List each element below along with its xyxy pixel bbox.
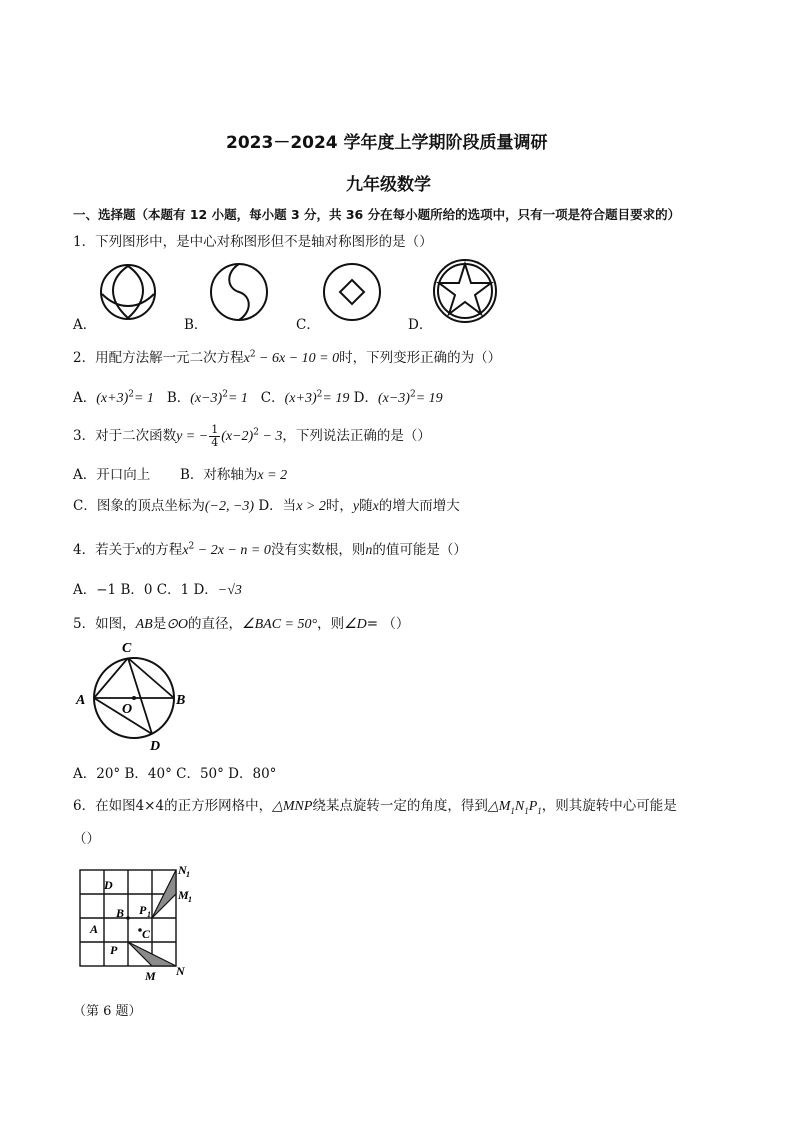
q5-options: A．20° B．40° C．50° D．80° — [73, 766, 277, 782]
q1-option-c: C． — [296, 317, 320, 333]
question-6-stem: 6．在如图4×4的正方形网格中，△MNP绕某点旋转一定的角度，得到$\triangle M_1N_1P_1$，则其旋转中心可能是 — [73, 798, 677, 816]
q3-options-cd: C．图象的顶点坐标为(−2, −3) D．当x > 2时，y随x的增大而增大 — [73, 498, 460, 514]
question-3-stem: 3．对于二次函数y = − $\frac{1}{4}$ $(x-2)^2 - 3$，下列说法正确的是（） — [73, 423, 431, 449]
q5-circle-figure — [70, 636, 200, 758]
exam-title: 2023－2024 学年度上学期阶段质量调研 — [226, 133, 548, 153]
q1-figures — [0, 0, 794, 340]
question-2-stem: 2．用配方法解一元二次方程$x^2 - 6x - 10 = 0$时，下列变形正确的为（） — [73, 349, 502, 366]
exam-subtitle: 九年级数学 — [346, 175, 431, 195]
svg-text:D: D — [104, 878, 113, 892]
q1-figure-c-icon — [324, 264, 380, 320]
svg-text:C: C — [142, 927, 151, 941]
question-5-stem: 5．如图，AB是⊙O的直径，∠BAC = 50°，则∠D= （） — [73, 616, 410, 632]
svg-text:B: B — [116, 906, 125, 920]
svg-text:N: N — [176, 964, 185, 978]
question-4-stem: 4．若关于x的方程$x^2 - 2x - n = 0$没有实数根，则n的值可能是（） — [73, 541, 467, 558]
q1-option-a: A． — [73, 317, 97, 333]
label-d: D — [150, 739, 161, 754]
question-1-stem: 1．下列图形中，是中心对称图形但不是轴对称图形的是（） — [73, 234, 433, 250]
svg-text:1: 1 — [188, 895, 192, 904]
q3-option-a: A．开口向上 — [73, 467, 151, 483]
svg-text:M: M — [178, 888, 189, 902]
q1-figure-d-icon — [434, 260, 496, 322]
label-b: B — [176, 693, 186, 708]
question-6-stem-line2: （） — [73, 831, 100, 847]
point-b — [126, 916, 130, 920]
q6-grid-figure — [70, 858, 200, 988]
q4-options: A．−1 B．0 C．1 D．−√3 — [73, 582, 242, 598]
label-a: A — [76, 693, 86, 708]
svg-text:N: N — [178, 863, 187, 877]
svg-text:P: P — [139, 903, 147, 917]
q1-option-b: B． — [184, 317, 208, 333]
label-o: O — [122, 702, 133, 717]
label-c: C — [122, 641, 132, 656]
q1-option-d: D． — [408, 317, 433, 333]
q2-options: A．$(x+3)^2= 1$ B．$(x-3)^2= 1$ C．$(x+3)^2= 19$ D．$(x-3)^2= 19$ — [73, 389, 443, 406]
svg-text:P: P — [110, 943, 118, 957]
svg-text:A: A — [90, 922, 99, 936]
center-point — [132, 696, 136, 700]
svg-text:1: 1 — [186, 870, 190, 879]
section-heading: 一、选择题（本题有 12 小题，每小题 3 分，共 36 分在每小题所给的选项中，只有一项是符合题目要求的） — [73, 207, 681, 222]
svg-text:1: 1 — [147, 910, 151, 919]
q1-figure-a-icon — [101, 265, 155, 319]
q3-option-b: B．对称轴为x = 2 — [180, 467, 288, 483]
q1-figure-b-icon — [211, 264, 267, 320]
q6-caption: （第 6 题） — [73, 1004, 142, 1019]
svg-text:M: M — [145, 969, 156, 983]
